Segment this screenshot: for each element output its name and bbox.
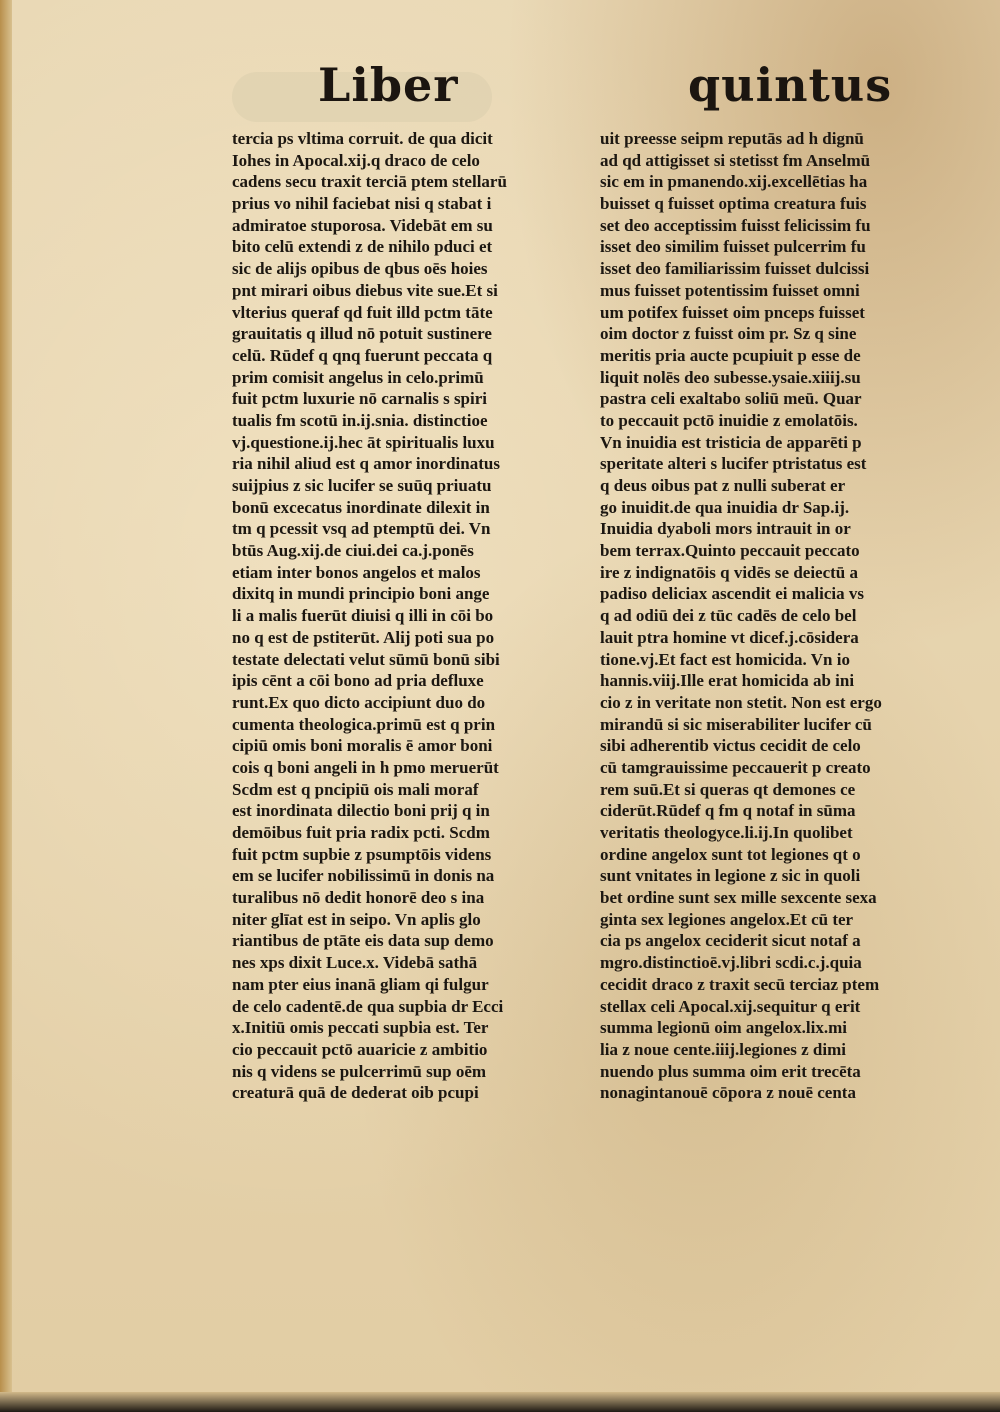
running-header-left: Liber bbox=[318, 58, 459, 112]
text-line: liquit nolēs deo subesse.ysaie.xiiij.su bbox=[600, 367, 861, 387]
text-line: nam pter eius inanā gliam qi fulgur bbox=[232, 974, 489, 994]
text-line: prim comisit angelus in celo.primū bbox=[232, 367, 484, 387]
text-line: go inuidit.de qua inuidia dr Sap.ij. bbox=[600, 497, 850, 517]
text-line: ad qd attigisset si stetisst fm Anselmū bbox=[600, 150, 871, 170]
text-line: no q est de pstiterūt. Alij poti sua po bbox=[232, 627, 495, 647]
text-line: meritis pria aucte pcupiuit p esse de bbox=[600, 345, 861, 365]
text-line: creaturā quā de dederat oib pcupi bbox=[232, 1083, 479, 1103]
text-line: em se lucifer nobilissimū in donis na bbox=[232, 866, 495, 886]
text-line: fuit pctm supbie z psumptōis videns bbox=[232, 844, 492, 864]
text-line: grauitatis q illud nō potuit sustinere bbox=[232, 324, 492, 344]
text-line: dixitq in mundi principio boni ange bbox=[232, 584, 490, 604]
text-line: sunt vnitates in legione z sic in quoli bbox=[600, 866, 861, 886]
text-line: cois q boni angeli in h pmo meruerūt bbox=[232, 757, 499, 777]
text-line: ciderūt.Rūdef q fm q notaf in sūma bbox=[600, 801, 856, 821]
text-line: cia ps angelox ceciderit sicut notaf a bbox=[600, 931, 861, 951]
text-line: tercia ps vltima corruit. de qua dicit bbox=[232, 129, 493, 148]
text-line: bet ordine sunt sex mille sexcente sexa bbox=[600, 888, 877, 908]
text-line: sic de alijs opibus de qbus oēs hoies bbox=[232, 259, 488, 279]
text-line: vj.questione.ij.hec āt spiritualis luxu bbox=[232, 432, 495, 452]
text-line: etiam inter bonos angelos et malos bbox=[232, 562, 481, 582]
text-line: bito celū extendi z de nihilo pduci et bbox=[232, 237, 493, 257]
text-line: q deus oibus pat z nulli suberat er bbox=[600, 476, 846, 495]
text-line: bonū excecatus inordinate dilexit in bbox=[232, 497, 490, 517]
text-line: prius vo nihil faciebat nisi q stabat i bbox=[232, 194, 492, 214]
text-line: oim doctor z fuisst oim pr. Sz q sine bbox=[600, 324, 857, 344]
text-line: tualis fm scotū in.ij.snia. distinctioe bbox=[232, 410, 488, 430]
text-line: lauit ptra homine vt dicef.j.cōsidera bbox=[600, 627, 859, 647]
text-line: bem terrax.Quinto peccauit peccato bbox=[600, 541, 860, 561]
text-line: Scdm est q pncipiū ois mali moraf bbox=[232, 779, 479, 799]
text-line: x.Initiū omis peccati supbia est. Ter bbox=[232, 1018, 489, 1038]
text-line: ordine angelox sunt tot legiones qt o bbox=[600, 844, 861, 864]
text-line: hannis.viij.Ille erat homicida ab ini bbox=[600, 671, 855, 691]
text-line: btūs Aug.xij.de ciui.dei ca.j.ponēs bbox=[232, 541, 474, 561]
text-line: fuit pctm luxurie nō carnalis s spiri bbox=[232, 389, 488, 409]
text-column-right bbox=[600, 128, 962, 1104]
text-line: mus fuisset potentissim fuisset omni bbox=[600, 280, 860, 300]
text-line: turalibus nō dedit honorē deo s ina bbox=[232, 888, 485, 908]
text-line: cū tamgrauissime peccauerit p creato bbox=[600, 757, 871, 777]
text-column-left bbox=[232, 128, 572, 1104]
page-bottom-edge bbox=[0, 1392, 1000, 1412]
text-line: pnt mirari oibus diebus vite sue.Et si bbox=[232, 280, 498, 300]
text-line: buisset q fuisset optima creatura fuis bbox=[600, 194, 867, 214]
text-line: Iohes in Apocal.xij.q draco de celo bbox=[232, 150, 480, 170]
text-line: sibi adherentib victus cecidit de celo bbox=[600, 736, 861, 756]
page-left-edge bbox=[0, 0, 12, 1412]
text-line: sic em in pmanendo.xij.excellētias ha bbox=[600, 172, 868, 192]
text-line: demōibus fuit pria radix pcti. Scdm bbox=[232, 823, 490, 842]
text-line: rem suū.Et si queras qt demones ce bbox=[600, 779, 856, 799]
text-line: ire z indignatōis q vidēs se deiectū a bbox=[600, 562, 858, 582]
text-line: nis q videns se pulcerrimū sup oēm bbox=[232, 1061, 487, 1081]
text-line: speritate alteri s lucifer ptristatus est bbox=[600, 454, 867, 474]
text-line: cecidit draco z traxit secū terciaz ptem bbox=[600, 974, 880, 994]
text-line: lia z noue cente.iiij.legiones z dimi bbox=[600, 1039, 846, 1059]
text-line: cio z in veritate non stetit. Non est ergo bbox=[600, 692, 882, 712]
text-line: isset deo similim fuisset pulcerrim fu bbox=[600, 237, 866, 257]
text-line: q ad odiū dei z tūc cadēs de celo bel bbox=[600, 606, 857, 626]
running-header-right: quintus bbox=[688, 58, 893, 112]
text-line: mgro.distinctioē.vj.libri scdi.c.j.quia bbox=[600, 953, 862, 973]
text-line: mirandū si sic miserabiliter lucifer cū bbox=[600, 714, 872, 734]
text-line: cumenta theologica.primū est q prin bbox=[232, 714, 496, 734]
text-line: padiso deliciax ascendit ei malicia vs bbox=[600, 584, 864, 604]
text-line: nonagintanouē cōpora z nouē centa bbox=[600, 1083, 856, 1103]
text-line: vlterius queraf qd fuit illd pctm tāte bbox=[232, 302, 493, 322]
text-line: runt.Ex quo dicto accipiunt duo do bbox=[232, 692, 486, 712]
text-line: isset deo familiarissim fuisset dulcissi bbox=[600, 259, 870, 279]
text-line: um potifex fuisset oim pnceps fuisset bbox=[600, 302, 865, 322]
text-line: suijpius z sic lucifer se suūq priuatu bbox=[232, 476, 492, 495]
text-line: de celo cadentē.de qua supbia dr Ecci bbox=[232, 996, 504, 1016]
text-line: riantibus de ptāte eis data sup demo bbox=[232, 931, 494, 951]
text-line: stellax celi Apocal.xij.sequitur q erit bbox=[600, 996, 861, 1016]
text-line: cipiū omis boni moralis ē amor boni bbox=[232, 736, 493, 756]
text-line: set deo acceptissim fuisst felicissim fu bbox=[600, 215, 871, 235]
text-line: cio peccauit pctō auaricie z ambitio bbox=[232, 1039, 488, 1059]
text-line: ipis cēnt a cōi bono ad pria defluxe bbox=[232, 671, 484, 691]
text-line: testate delectati velut sūmū bonū sibi bbox=[232, 649, 500, 669]
text-line: to peccauit pctō inuidie z emolatōis. bbox=[600, 410, 858, 430]
text-line: niter glīat est in seipo. Vn aplis glo bbox=[232, 909, 481, 929]
text-line: admiratoe stuporosa. Videbāt em su bbox=[232, 215, 493, 235]
text-line: uit preesse seipm reputās ad h dignū bbox=[600, 129, 864, 148]
text-line: li a malis fuerūt diuisi q illi in cōi bo bbox=[232, 606, 494, 626]
text-line: est inordinata dilectio boni prij q in bbox=[232, 801, 490, 821]
text-line: pastra celi exaltabo soliū meū. Quar bbox=[600, 389, 862, 409]
text-line: veritatis theologyce.li.ij.In quolibet bbox=[600, 823, 853, 842]
text-line: Vn inuidia est tristicia de apparēti p bbox=[600, 432, 862, 452]
text-line: Inuidia dyaboli mors intrauit in or bbox=[600, 519, 851, 539]
text-line: cadens secu traxit terciā ptem stellarū bbox=[232, 172, 507, 192]
text-line: ria nihil aliud est q amor inordinatus bbox=[232, 454, 500, 474]
text-line: nuendo plus summa oim erit trecēta bbox=[600, 1061, 861, 1081]
text-line: tione.vj.Et fact est homicida. Vn io bbox=[600, 649, 850, 669]
text-line: nes xps dixit Luce.x. Videbā sathā bbox=[232, 953, 478, 973]
text-line: tm q pcessit vsq ad ptemptū dei. Vn bbox=[232, 519, 491, 539]
text-line: summa legionū oim angelox.lix.mi bbox=[600, 1018, 847, 1038]
text-line: celū. Rūdef q qnq fuerunt peccata q bbox=[232, 345, 493, 365]
text-line: ginta sex legiones angelox.Et cū ter bbox=[600, 909, 854, 929]
